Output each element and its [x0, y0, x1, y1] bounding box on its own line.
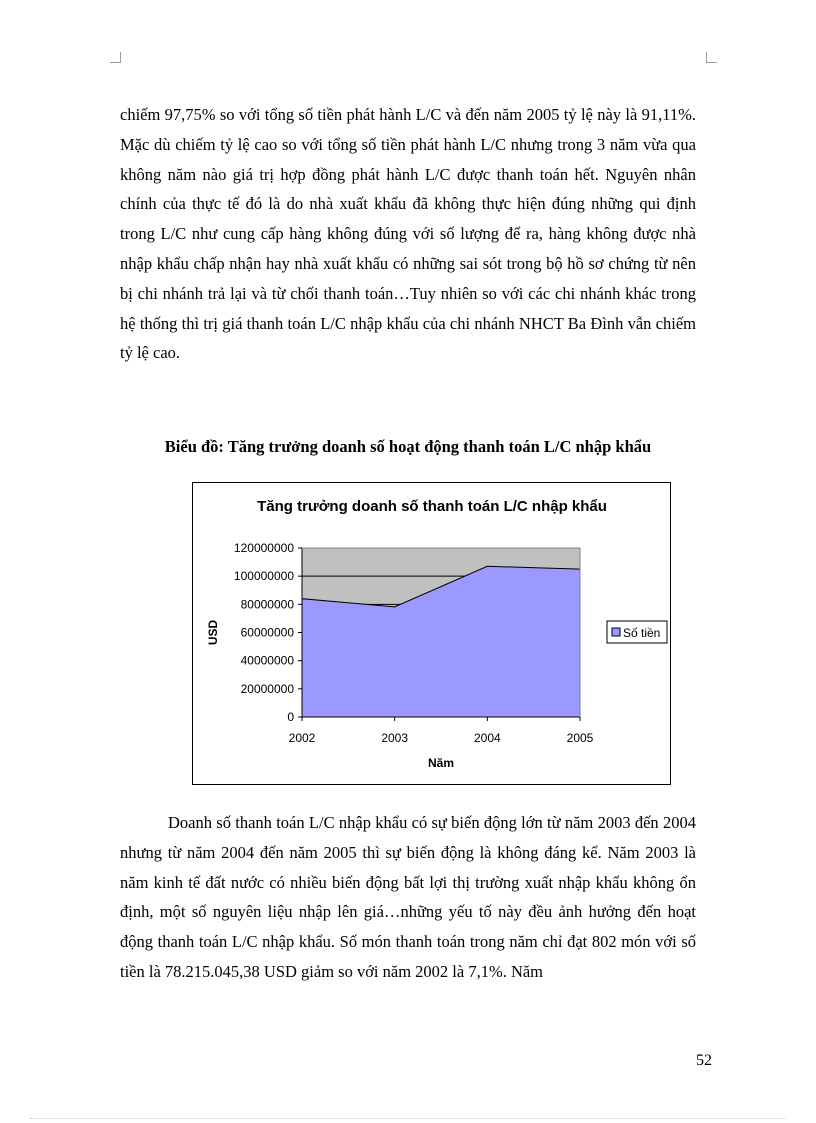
paragraph-2	[120, 808, 696, 987]
y-tick-label: 40000000	[240, 653, 294, 668]
x-axis-title: Năm	[427, 756, 455, 770]
data-point-2004	[487, 566, 488, 567]
legend-swatch	[612, 628, 620, 636]
paragraph-1-text: chiếm 97,75% so với tổng số tiền phát hành L/C và đến năm 2005 tỷ lệ này là 91,11%. Mặc dù chiếm tỷ lệ cao so với tổng số tiền phát hành L/C nhưng trong 3 năm vừa qua không năm nào giá trị hợp đồng phát hành L/C được thanh toán hết. Nguyên nhân chính của thực tế đó là do nhà xuất khẩu đã không thực hiện đúng những qui định trong L/C như cung cấp hàng không đúng với số lượng để ra, hàng không được nhà nhập khẩu chấp nhận hay nhà xuất khẩu có những sai sót trong bộ hồ sơ chứng từ nên bị chi nhánh trả lại và từ chối thanh toán…Tuy nhiên so với các chi nhánh khác trong hệ thống thì trị giá thanh toán L/C nhập khẩu của chi nhánh NHCT Ba Đình vẫn chiếm tỷ lệ cao.	[120, 105, 696, 363]
page-number: 52	[696, 1052, 712, 1069]
y-tick-label: 80000000	[240, 597, 294, 612]
page-bottom-rule	[30, 1118, 786, 1119]
paragraph-1	[120, 100, 696, 368]
area-chart	[192, 482, 671, 785]
y-tick-label: 0	[287, 710, 294, 724]
x-tick-label: 2004	[473, 731, 501, 745]
margin-crop-mark-left	[110, 52, 121, 63]
x-tick-label: 2005	[566, 731, 594, 745]
chart-canvas	[193, 483, 672, 786]
y-tick-label: 20000000	[240, 681, 294, 696]
x-tick-label: 2003	[381, 731, 409, 745]
data-point-2003	[394, 606, 395, 607]
y-tick-label: 60000000	[240, 625, 294, 640]
chart-title: Tăng trưởng doanh số thanh toán L/C nhập khẩu	[257, 498, 607, 515]
paragraph-2-text: Doanh số thanh toán L/C nhập khẩu có sự biến động lớn từ năm 2003 đến 2004 nhưng từ năm 2004 đến năm 2005 thì sự biến động là không đáng kể. Năm 2003 là năm kinh tế đất nước có nhiều biến động bất lợi thị trường xuất nhập khẩu không ổn định, một số nguyên liệu nhập lên giá…những yếu tố này đều ảnh hưởng đến hoạt động thanh toán L/C nhập khẩu. Số món thanh toán trong năm chỉ đạt 802 món với số tiền là 78.215.045,38 USD giảm so với năm 2002 là 7,1%. Năm	[120, 813, 696, 981]
y-tick-label: 100000000	[233, 569, 294, 584]
figure-caption: Biểu đồ: Tăng trưởng doanh số hoạt động thanh toán L/C nhập khẩu	[164, 437, 652, 456]
y-axis-title: USD	[206, 619, 220, 646]
x-tick-label: 2002	[288, 731, 316, 745]
y-tick-label: 120000000	[233, 541, 294, 555]
margin-crop-mark-right	[706, 52, 717, 63]
legend-label-so-tien: Số tiền	[623, 626, 661, 640]
